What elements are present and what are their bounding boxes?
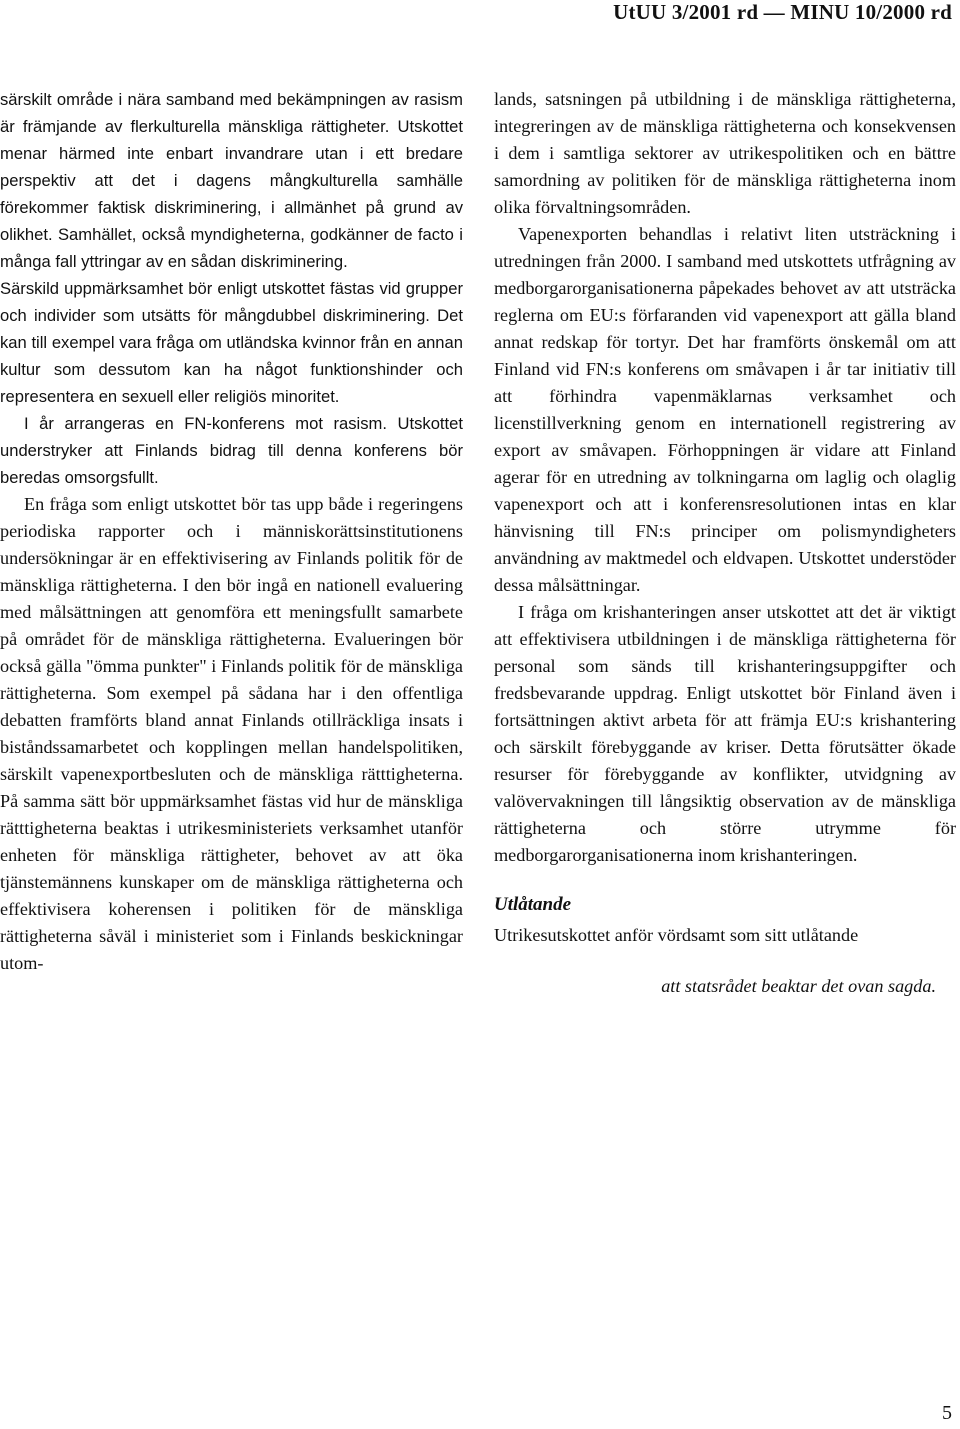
paragraph: I fråga om krishanteringen anser utskottet att det är viktigt att effektivisera utbildningen i de mänskliga rättigheterna för personal som sänds till krishanteringsuppgifter och fredsbevarande uppdrag. Enligt utskottet bör Finland även i fortsättningen aktivt arbeta för att främja EU:s krishantering och särskilt förebyggande av kriser. Detta förutsätter ökade resurser för förebyggande av konflikter, utvidgning av valövervakningen till långsiktig observation av de mänskliga rättigheterna och större utrymme för medborgarorganisationerna inom krishanteringen.: [494, 602, 956, 865]
left-column: [0, 86, 463, 977]
paragraph: Särskild uppmärksamhet bör enligt utskottet fästas vid grupper och individer som utsätts för mångdubbel diskriminering. Det kan till exempel vara fråga om utländska kvinnor från en annan kultur som dessutom kan ha något funktionshinder och representera en sexuell eller religiös minoritet.: [0, 279, 463, 406]
paragraph: lands, satsningen på utbildning i de mänskliga rättigheterna, integreringen av de mänskliga rättigheterna och konsekvensen i dem i samtliga sektorer av utrikespolitiken och en bättre samordning av politiken för de mänskliga rättigheterna inom olika förvaltningsområden.: [494, 89, 956, 217]
paragraph: Utrikesutskottet anför vördsamt som sitt utlåtande: [494, 925, 859, 945]
paragraph: särskilt område i nära samband med bekämpningen av rasism är främjande av flerkulturella mänskliga rättigheter. Utskottet menar härmed inte enbart invandrare utan i ett bredare perspektiv att det i dagens mångkulturella samhälle förekommer faktisk diskriminering, i allmänhet på grund av olikhet. Samhället, också myndigheterna, godkänner de facto i många fall yttringar av en sådan diskriminering.: [0, 90, 463, 271]
paragraph: I år arrangeras en FN-konferens mot rasism. Utskottet understryker att Finlands bidrag till denna konferens bör beredas omsorgsfullt.: [0, 414, 463, 487]
page-number: 5: [942, 1402, 952, 1424]
paragraph: Vapenexporten behandlas i relativt liten utsträckning i utredningen från 2000. I samband med utskottets utfrågning av medborgarorganisationerna påpekades behovet av att utsträcka reglerna om EU:s förfaranden vid vapenexport att gälla bland annat redskap för tortyr. Det har framförts önskemål om att Finland vid FN:s konferens om småvapen i år tar initiativ till att förhindra vapenmäklarnas verksamhet och licenstillverkning genom en internationell registrering av export av småvapen. Förhoppningen är vidare att Finland agerar för en utredning av tolkningarna om laglig och olaglig vapenexport och att i konferensresolutionen intas en klar hänvisning till FN:s principer om polismyndigheters användning av maktmedel och eldvapen. Utskottet understöder dessa målsättningar.: [494, 224, 956, 595]
running-header: UtUU 3/2001 rd — MINU 10/2000 rd: [613, 0, 952, 24]
closing-statement: att statsrådet beaktar det ovan sagda.: [661, 976, 936, 996]
paragraph: En fråga som enligt utskottet bör tas upp både i regeringens periodiska rapporter och i människorättsinstitutionens undersökningar är en effektivisering av Finlands politik för de mänskliga rättigheterna. I den bör ingå en nationell evaluering med målsättningen att genomföra ett meningsfullt samarbete på området för de mänskliga rättigheterna. Evalueringen bör också gälla "ömma punkter" i Finlands politik för de mänskliga rättigheterna. Som exempel på sådana har i den offentliga debatten framförts bland annat Finlands otillräckliga insats i biståndssamarbetet och kopplingen mellan handelspolitiken, särskilt vapenexportbesluten och de mänskliga rätttigheterna. På samma sätt bör uppmärksamhet fästas vid hur de mänskliga rätttigheterna beaktas i utrikesministeriets verksamhet utanför enheten för mänskliga rättigheter, behovet av att öka tjänstemännens kunskaper om de mänskliga rättigheterna och effektivisera koherensen i politiken för de mänskliga rättigheterna såväl i ministeriet som i Finlands beskickningar utom-: [0, 494, 463, 973]
right-column: [494, 86, 956, 1000]
section-heading: Utlåtande: [494, 894, 572, 915]
